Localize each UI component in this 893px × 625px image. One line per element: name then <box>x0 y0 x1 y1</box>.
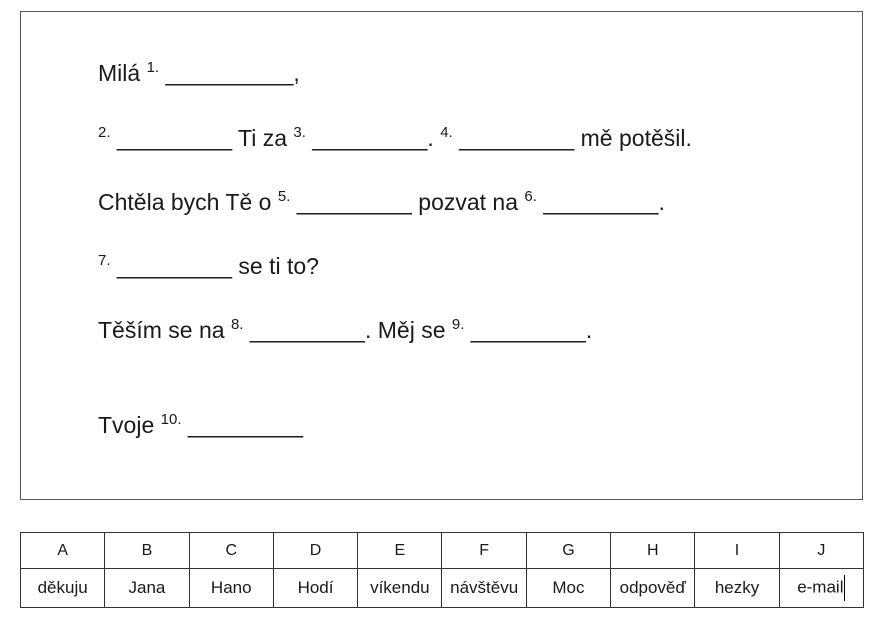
word-cell-last[interactable] <box>779 569 863 608</box>
gap-blank-8[interactable]: _________. <box>243 317 378 343</box>
text: Měj se <box>377 317 452 343</box>
text: mě potěšil. <box>580 125 692 151</box>
text-cursor <box>844 575 845 601</box>
text: se ti to? <box>238 253 319 279</box>
letter-cell: C <box>189 533 273 569</box>
letter-cell: F <box>442 533 526 569</box>
word-cell[interactable]: Hodí <box>273 569 357 608</box>
gap-blank-3[interactable]: _________. <box>305 125 441 151</box>
word-cell[interactable]: hezky <box>695 569 779 608</box>
letter-cell: D <box>273 533 357 569</box>
gap-number-1: 1. <box>146 59 160 76</box>
letter-line-4 <box>98 253 319 280</box>
letter-cell: J <box>779 533 863 569</box>
word-bank-table <box>20 532 864 608</box>
gap-blank-2[interactable]: _________ <box>110 125 239 151</box>
text: Těším se na <box>98 317 231 343</box>
gap-blank-4[interactable]: _________ <box>452 125 581 151</box>
gap-blank-6[interactable]: _________. <box>536 189 665 215</box>
word-cell[interactable]: Hano <box>189 569 273 608</box>
table-word-row <box>21 569 864 608</box>
gap-number-2: 2. <box>98 124 111 141</box>
letter-cell: E <box>358 533 442 569</box>
gap-blank-9[interactable]: _________. <box>464 317 593 343</box>
letter-line-1 <box>98 60 300 87</box>
letter-line-5 <box>98 317 592 344</box>
text: Chtěla bych Tě o <box>98 189 278 215</box>
letter-cell: A <box>21 533 105 569</box>
text: pozvat na <box>418 189 525 215</box>
letter-cell: I <box>695 533 779 569</box>
gap-number-3: 3. <box>293 124 306 141</box>
word-cell[interactable]: návštěvu <box>442 569 526 608</box>
word-text: e-mail <box>797 577 844 597</box>
letter-cell: B <box>105 533 189 569</box>
letter-cell: H <box>611 533 695 569</box>
letter-line-3 <box>98 189 665 216</box>
table-header-row <box>21 533 864 569</box>
text: Milá <box>98 60 147 86</box>
word-cell[interactable]: Moc <box>526 569 610 608</box>
gap-blank-5[interactable]: _________ <box>290 189 419 215</box>
letter-line-2 <box>98 125 692 152</box>
text: Tvoje <box>98 412 161 438</box>
letter-line-6 <box>98 412 303 439</box>
gap-number-4: 4. <box>440 124 453 141</box>
gap-blank-7[interactable]: _________ <box>110 253 239 279</box>
word-cell[interactable]: děkuju <box>21 569 105 608</box>
gap-number-10: 10. <box>160 411 182 428</box>
text: Ti za <box>238 125 294 151</box>
word-cell[interactable]: Jana <box>105 569 189 608</box>
letter-cell: G <box>526 533 610 569</box>
gap-number-8: 8. <box>230 316 244 333</box>
gap-number-5: 5. <box>277 188 291 205</box>
word-cell[interactable]: odpověď <box>611 569 695 608</box>
gap-blank-10[interactable]: _________ <box>181 412 304 438</box>
gap-number-7: 7. <box>98 252 111 269</box>
gap-number-6: 6. <box>524 188 537 205</box>
gap-number-9: 9. <box>451 316 465 333</box>
gap-blank-1[interactable]: __________, <box>159 60 300 86</box>
word-cell[interactable]: víkendu <box>358 569 442 608</box>
